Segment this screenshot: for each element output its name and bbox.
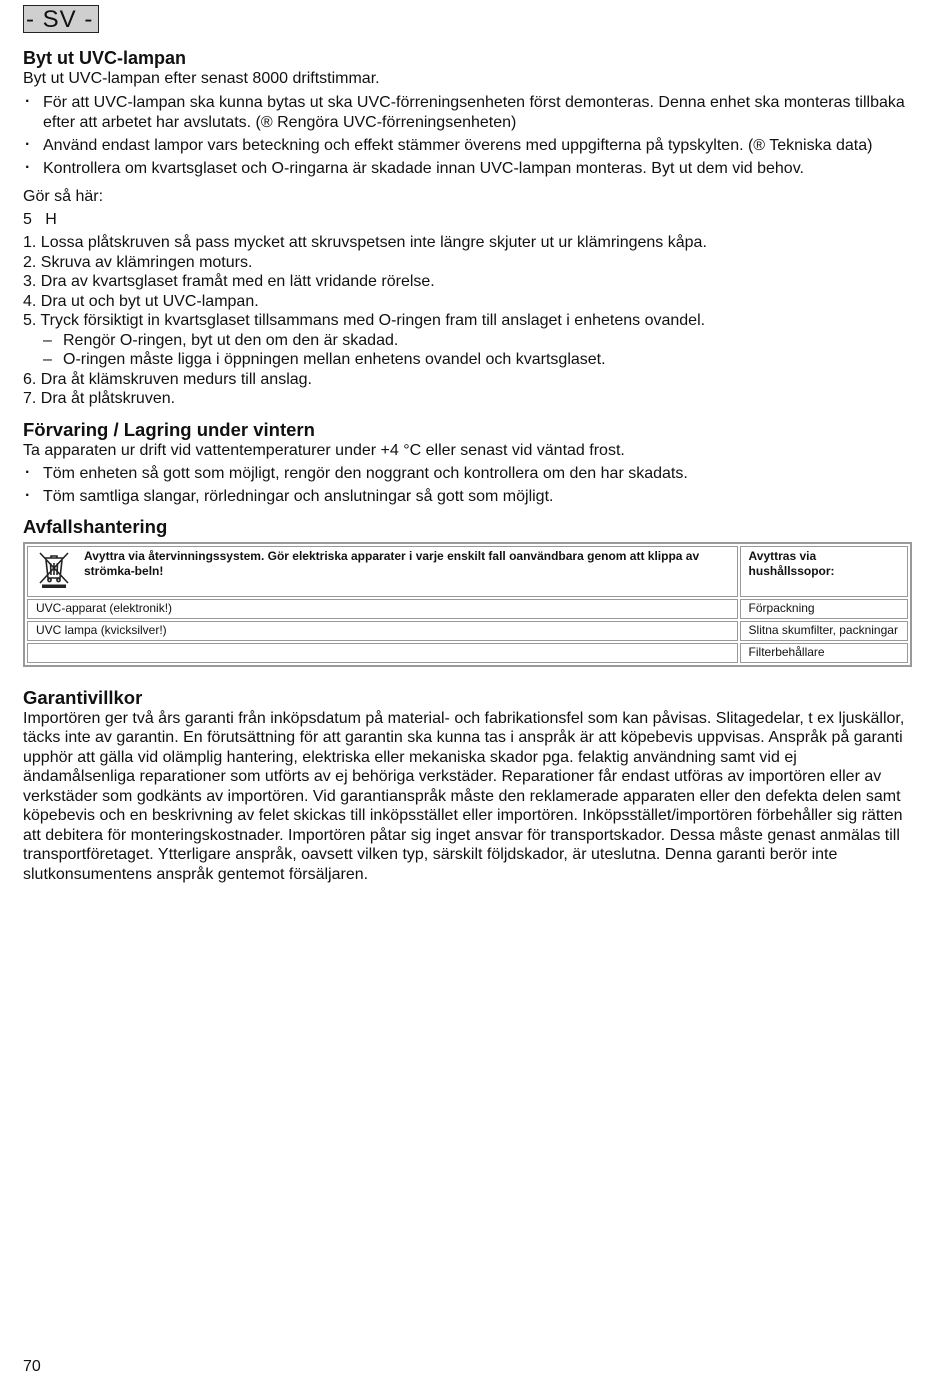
table-cell: UVC-apparat (elektronik!) <box>27 599 738 619</box>
page-content <box>23 47 913 884</box>
language-tag: - SV - <box>23 5 99 33</box>
step-item: 4. Dra ut och byt ut UVC-lampan. <box>23 292 259 310</box>
dash-marker: – <box>43 331 52 349</box>
step-item: 5. Tryck försiktigt in kvartsglaset tillsammans med O-ringen fram till anslaget i enhetens ovandel. <box>23 312 706 329</box>
waste-section-title: Avfallshantering <box>23 515 168 537</box>
uvc-section-title: Byt ut UVC-lampan <box>23 48 187 68</box>
substep-text: O-ringen måste ligga i öppningen mellan enhetens ovandel och kvartsglaset. <box>63 351 606 368</box>
howto-label: Gör så här: <box>23 188 104 205</box>
page-number: 70 <box>23 1358 41 1375</box>
step-item: 1. Lossa plåtskruven så pass mycket att skruvspetsen inte längre skjuter ut ur klämringens kåpa. <box>23 234 707 251</box>
substep-text: Rengör O-ringen, byt ut den om den är skadad. <box>63 331 399 349</box>
table-cell: Filterbehållare <box>740 643 908 663</box>
uvc-intro: Byt ut UVC-lampan efter senast 8000 driftstimmar. <box>23 70 380 87</box>
recycle-header-cell <box>27 546 738 597</box>
warranty-section-title: Garantivillkor <box>23 686 143 708</box>
table-cell: Förpackning <box>740 599 908 619</box>
substep-item <box>23 350 913 370</box>
uvc-steps <box>23 233 913 409</box>
household-header-cell: Avyttras via hushållssopor: <box>740 546 908 597</box>
storage-bullet-list <box>23 464 913 507</box>
list-item: · För att UVC-lampan ska kunna bytas ut ska UVC-förreningsenheten först demonteras. Denna enhet ska monteras tillbaka efter att arbetet har avslutats. (® Rengöra UVC-förreningsenheten) <box>23 93 913 133</box>
storage-intro: Ta apparaten ur drift vid vattentemperaturer under +4 °C eller senast vid väntad frost. <box>23 441 625 459</box>
waste-table <box>23 542 912 667</box>
uvc-bullet-list <box>23 93 913 179</box>
recycle-header-text: Avyttra via återvinningssystem. Gör elektriska apparater i varje enskilt fall oanvändbara genom att klippa av strömka-beln! <box>84 548 700 578</box>
list-item: · Töm enheten så gott som möjligt, rengör den noggrant och kontrollera om den har skadats. <box>23 464 913 484</box>
substep-item <box>23 331 913 351</box>
list-item: · Töm samtliga slangar, rörledningar och anslutningar så gott som möjligt. <box>23 487 913 507</box>
figure-reference: 5 H <box>23 211 57 228</box>
list-item: · Använd endast lampor vars beteckning och effekt stämmer överens med uppgifterna på typskylten. (® Tekniska data) <box>23 136 913 156</box>
step-item: 7. Dra åt plåtskruven. <box>23 390 176 407</box>
crossed-bin-icon <box>34 549 74 589</box>
dash-marker: – <box>43 351 52 368</box>
table-row <box>27 599 908 619</box>
table-cell <box>27 643 738 663</box>
step-item: 2. Skruva av klämringen moturs. <box>23 253 253 271</box>
table-row <box>27 621 908 641</box>
table-row <box>27 643 908 663</box>
step-item: 3. Dra av kvartsglaset framåt med en lätt vridande rörelse. <box>23 273 435 290</box>
list-item: · Kontrollera om kvartsglaset och O-ringarna är skadade innan UVC-lampan monteras. Byt ut dem vid behov. <box>23 159 913 179</box>
table-cell: UVC lampa (kvicksilver!) <box>27 621 738 641</box>
warranty-text: Importören ger två års garanti från inköpsdatum på material- och fabrikationsfel som kan påvisas. Slitagedelar, t ex ljuskällor, täcks inte av garantin. En förutsättning för att garantin ska kunna tas i anspråk är att köpebevis uppvisas. Anspråk på garanti upphör att gälla vid olämplig hantering, elektriska eller mekaniska skador pga. felaktig användning samt vid ej ändamålsenliga reparationer som utförts av ej behöriga verkstäder. Reparationer får endast utföras av importören eller av verkstäder som godkänts av importören. Vid garantianspråk måste den reklamerade apparaten eller den defekta delen samt köpebevis och en beskrivning av felet skickas till inköpsstället eller importören. Inköpsstället/importören förbehåller sig rätten att debitera för monteringskostnader. Importören påtar sig inget ansvar för transportskador. Dessa måste genast anmälas till transportföretaget. Ytterligare anspråk, oavsett vilken typ, särskilt följdskador, är uteslutna. Denna garanti berör inte slutkonsumentens anspråk gentemot försäljaren. <box>23 709 905 883</box>
table-cell: Slitna skumfilter, packningar <box>740 621 908 641</box>
storage-section-title: Förvaring / Lagring under vintern <box>23 418 315 440</box>
step-item: 6. Dra åt klämskruven medurs till anslag. <box>23 370 312 388</box>
